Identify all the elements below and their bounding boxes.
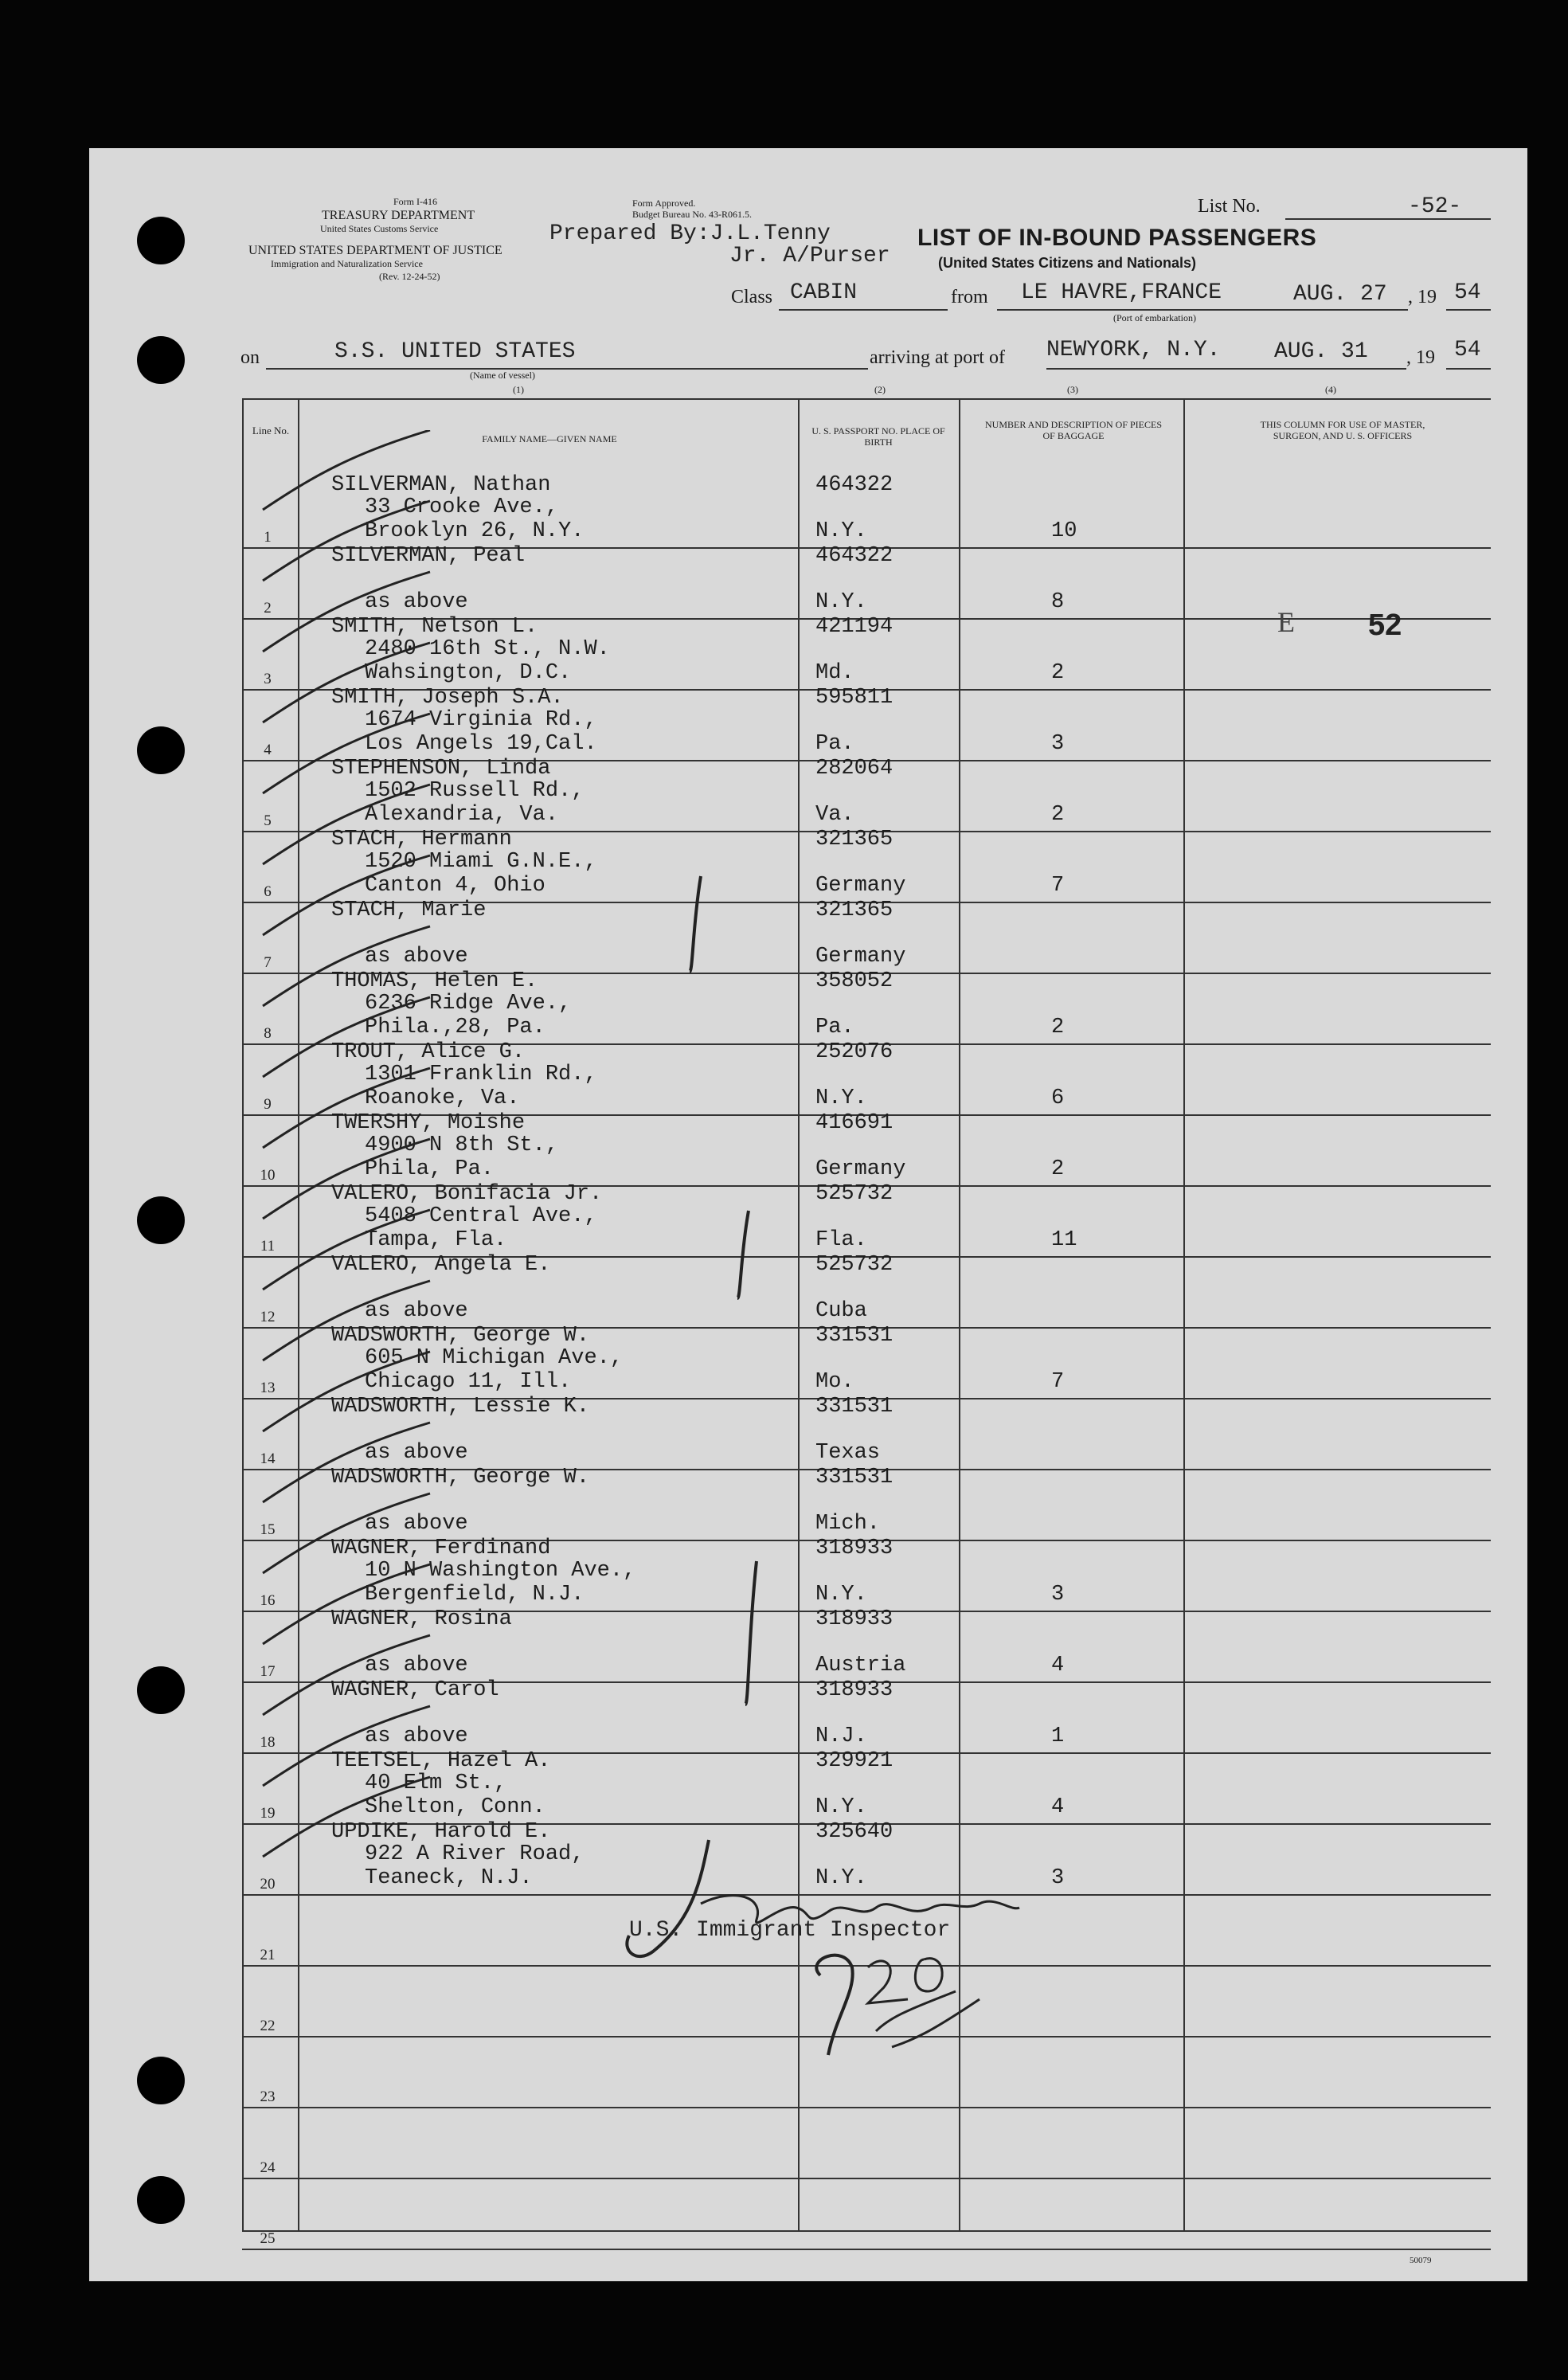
form-approved: Form Approved. (632, 198, 696, 209)
arriving-port: NEWYORK, N.Y. (1046, 338, 1221, 362)
passenger-name: VALERO, Bonifacia Jr. (331, 1182, 603, 1206)
passport-number: 595811 (815, 686, 893, 710)
line-number: 12 (260, 1309, 276, 1325)
place-of-birth: N.Y. (815, 1866, 867, 1890)
place-of-birth: N.Y. (815, 590, 867, 614)
binder-hole (137, 2176, 185, 2224)
arriving-year-underline (1446, 368, 1491, 370)
form-number: Form I-416 (393, 196, 437, 207)
header-line-no: Line No. (252, 425, 290, 436)
line-number: 7 (264, 954, 272, 971)
line-number: 21 (260, 1947, 276, 1963)
passport-number: 331531 (815, 1395, 893, 1419)
passport-number: 416691 (815, 1111, 893, 1135)
line-number: 17 (260, 1663, 276, 1680)
place-of-birth: N.Y. (815, 1583, 867, 1607)
address-line-1: 5408 Central Ave., (365, 1204, 597, 1228)
baggage-count: 2 (1051, 1157, 1065, 1181)
baggage-count: 3 (1051, 1583, 1065, 1607)
place-of-birth: Mo. (815, 1370, 854, 1394)
passport-number: 329921 (815, 1749, 893, 1773)
line-number: 5 (264, 812, 272, 829)
address-line-2: Shelton, Conn. (365, 1795, 545, 1819)
passenger-name: WADSWORTH, George W. (331, 1466, 590, 1489)
row-divider (242, 2249, 1491, 2250)
revision-date: (Rev. 12-24-52) (379, 271, 440, 282)
from-year-underline (1446, 309, 1491, 311)
col-num-1: (1) (513, 384, 524, 395)
passport-number: 318933 (815, 1607, 893, 1631)
budget-bureau: Budget Bureau No. 43-R061.5. (632, 209, 752, 220)
table-top-border (242, 398, 1491, 400)
baggage-count: 7 (1051, 1370, 1065, 1394)
check-mark (263, 1139, 430, 1219)
address-line-1: 2480 16th St., N.W. (365, 637, 610, 661)
line-number: 8 (264, 1025, 272, 1042)
col-num-4: (4) (1325, 384, 1336, 395)
tally-stroke (737, 1211, 749, 1298)
place-of-birth: Cuba (815, 1299, 867, 1323)
treasury-department: TREASURY DEPARTMENT (322, 209, 475, 222)
line-number: 15 (260, 1521, 276, 1538)
passenger-name: THOMAS, Helen E. (331, 969, 538, 993)
class-label: Class (731, 287, 773, 307)
place-of-birth: Pa. (815, 1016, 854, 1039)
line-number: 10 (260, 1167, 276, 1184)
check-mark (263, 501, 430, 581)
passport-number: 525732 (815, 1182, 893, 1206)
list-number: -52- (1408, 194, 1462, 219)
place-of-birth: Pa. (815, 732, 854, 756)
check-mark (263, 855, 430, 935)
list-label: List No. (1198, 196, 1261, 217)
check-mark (263, 1210, 430, 1290)
check-mark (263, 926, 430, 1006)
address-line-2: Chicago 11, Ill. (365, 1370, 572, 1394)
check-mark (263, 1777, 430, 1857)
line-number: 20 (260, 1876, 276, 1893)
address-line-2: Phila, Pa. (365, 1157, 495, 1181)
passenger-name: SMITH, Joseph S.A. (331, 686, 564, 710)
passport-number: 321365 (815, 828, 893, 851)
check-mark (263, 714, 430, 793)
baggage-count: 4 (1051, 1795, 1065, 1819)
passenger-name: VALERO, Angela E. (331, 1253, 551, 1277)
binder-hole (137, 1196, 185, 1244)
arriving-label: arriving at port of (870, 347, 1005, 368)
header-passport: U. S. PASSPORT NO. PLACE OF BIRTH (811, 425, 945, 448)
passport-number: 464322 (815, 544, 893, 568)
passenger-name: WAGNER, Carol (331, 1678, 499, 1702)
col-num-2: (2) (874, 384, 886, 395)
passport-number: 525732 (815, 1253, 893, 1277)
passenger-name: WADSWORTH, Lessie K. (331, 1395, 590, 1419)
form-subtitle: (United States Citizens and Nationals) (938, 255, 1197, 271)
address-line-2: as above (365, 1441, 468, 1465)
header-officers: THIS COLUMN FOR USE OF MASTER, SURGEON, AND U. S. OFFICERS (1260, 419, 1425, 441)
baggage-count: 3 (1051, 732, 1065, 756)
passport-number: 252076 (815, 1040, 893, 1064)
row-divider (242, 2107, 1491, 2108)
place-of-birth: N.Y. (815, 1795, 867, 1819)
officer-letter: E (1277, 606, 1295, 638)
place-of-birth: Texas (815, 1441, 881, 1465)
passenger-name: SILVERMAN, Nathan (331, 473, 551, 497)
row-divider (242, 2178, 1491, 2179)
tally-stroke (690, 876, 701, 972)
class-value: CABIN (790, 280, 858, 305)
address-line-2: Canton 4, Ohio (365, 874, 545, 898)
passenger-name: STACH, Hermann (331, 828, 512, 851)
passenger-name: TEETSEL, Hazel A. (331, 1749, 551, 1773)
customs-service: United States Customs Service (320, 223, 439, 234)
place-of-birth: Austria (815, 1654, 906, 1677)
address-line-2: Teaneck, N.J. (365, 1866, 533, 1890)
vessel-note: (Name of vessel) (470, 370, 535, 381)
address-line-2: Bergenfield, N.J. (365, 1583, 585, 1607)
line-number: 2 (264, 600, 272, 617)
from-year: 54 (1454, 280, 1481, 305)
line-number: 19 (260, 1805, 276, 1822)
arriving-date: AUG. 31 (1274, 339, 1368, 364)
baggage-count: 3 (1051, 1866, 1065, 1890)
address-line-1: 922 A River Road, (365, 1842, 585, 1866)
check-mark (263, 1635, 430, 1715)
address-line-1: 1674 Virginia Rd., (365, 708, 597, 732)
address-line-1: 1301 Franklin Rd., (365, 1063, 597, 1086)
tally-stroke (745, 1561, 757, 1705)
check-mark (263, 1493, 430, 1573)
passenger-name: WAGNER, Ferdinand (331, 1536, 551, 1560)
vessel-underline (266, 368, 868, 370)
baggage-count: 2 (1051, 803, 1065, 827)
baggage-count: 6 (1051, 1086, 1065, 1110)
address-line-2: Los Angels 19,Cal. (365, 732, 597, 756)
place-of-birth: N.Y. (815, 519, 867, 543)
check-mark (263, 430, 430, 510)
passenger-name: WADSWORTH, George W. (331, 1324, 590, 1348)
line-number: 14 (260, 1450, 276, 1467)
on-label: on (240, 347, 260, 368)
passport-number: 331531 (815, 1466, 893, 1489)
baggage-count: 11 (1051, 1228, 1077, 1252)
check-mark (263, 785, 430, 864)
col-num-3: (3) (1067, 384, 1078, 395)
place-of-birth: Va. (815, 803, 854, 827)
binder-hole (137, 1666, 185, 1714)
address-line-2: Brooklyn 26, N.Y. (365, 519, 585, 543)
from-date: AUG. 27 (1293, 282, 1387, 307)
place-of-birth: Germany (815, 874, 906, 898)
inspector-title: U.S. Immigrant Inspector (629, 1918, 951, 1943)
line-number: 13 (260, 1380, 276, 1396)
address-line-1: 6236 Ridge Ave., (365, 992, 572, 1016)
address-line-2: Wahsington, D.C. (365, 661, 572, 685)
passport-number: 325640 (815, 1820, 893, 1844)
check-mark (263, 1068, 430, 1148)
address-line-1: 1520 Miami G.N.E., (365, 850, 597, 874)
binder-hole (137, 726, 185, 774)
address-line-2: as above (365, 945, 468, 969)
check-mark (263, 643, 430, 722)
arriving-underline (1046, 368, 1406, 370)
immigration-service: Immigration and Naturalization Service (271, 258, 423, 269)
check-mark (263, 1281, 430, 1360)
arriving-year: 54 (1454, 338, 1481, 362)
line-number: 25 (260, 2230, 276, 2247)
place-of-birth: Mich. (815, 1512, 881, 1536)
passenger-name: UPDIKE, Harold E. (331, 1820, 551, 1844)
vessel-name: S.S. UNITED STATES (334, 339, 576, 364)
passport-number: 318933 (815, 1536, 893, 1560)
line-number: 3 (264, 671, 272, 687)
prepared-by: Prepared By:J.L.Tenny (549, 221, 831, 246)
from-label: from (951, 287, 988, 307)
address-line-1: 10 N Washington Ave., (365, 1559, 636, 1583)
check-mark (263, 1564, 430, 1644)
place-of-birth: Germany (815, 945, 906, 969)
header-name: FAMILY NAME—GIVEN NAME (482, 433, 617, 444)
check-marks (239, 430, 796, 1928)
officer-mark: 52 (1368, 609, 1402, 642)
justice-department: UNITED STATES DEPARTMENT OF JUSTICE (248, 244, 502, 257)
baggage-count: 10 (1051, 519, 1077, 543)
place-of-birth: Fla. (815, 1228, 867, 1252)
passenger-name: SMITH, Nelson L. (331, 615, 538, 639)
passenger-name: TROUT, Alice G. (331, 1040, 526, 1064)
binder-hole (137, 2057, 185, 2104)
handwritten-note (796, 1944, 1019, 2071)
passport-number: 358052 (815, 969, 893, 993)
baggage-count: 8 (1051, 590, 1065, 614)
place-of-birth: Germany (815, 1157, 906, 1181)
from-port: LE HAVRE,FRANCE (1021, 280, 1222, 305)
address-line-1: 605 N Michigan Ave., (365, 1346, 624, 1370)
passenger-name: SILVERMAN, Peal (331, 544, 526, 568)
passport-number: 331531 (815, 1324, 893, 1348)
class-underline (779, 309, 948, 311)
line-number: 9 (264, 1096, 272, 1113)
header-baggage: NUMBER AND DESCRIPTION OF PIECES OF BAGGAGE (984, 419, 1163, 441)
line-number: 18 (260, 1734, 276, 1751)
line-number: 1 (264, 529, 272, 546)
address-line-2: Alexandria, Va. (365, 803, 559, 827)
baggage-count: 2 (1051, 1016, 1065, 1039)
line-number: 4 (264, 742, 272, 758)
passenger-name: STACH, Marie (331, 898, 487, 922)
check-mark (263, 1352, 430, 1431)
line-number: 22 (260, 2018, 276, 2034)
purser-title: Jr. A/Purser (729, 244, 890, 268)
embarkation-note: (Port of embarkation) (1113, 312, 1196, 323)
address-line-2: Roanoke, Va. (365, 1086, 520, 1110)
passenger-name: STEPHENSON, Linda (331, 757, 551, 781)
footer-code: 50079 (1410, 2256, 1432, 2265)
check-mark (263, 1706, 430, 1786)
from-underline (997, 309, 1408, 311)
place-of-birth: N.Y. (815, 1086, 867, 1110)
check-mark (263, 572, 430, 652)
address-line-1: 33 Crooke Ave., (365, 495, 559, 519)
baggage-count: 1 (1051, 1724, 1065, 1748)
address-line-2: Tampa, Fla. (365, 1228, 507, 1252)
passport-number: 318933 (815, 1678, 893, 1702)
from-year-prefix: , 19 (1408, 287, 1437, 307)
baggage-count: 2 (1051, 661, 1065, 685)
baggage-count: 4 (1051, 1654, 1065, 1677)
passport-number: 464322 (815, 473, 893, 497)
place-of-birth: Md. (815, 661, 854, 685)
line-number: 24 (260, 2159, 276, 2176)
passport-number: 321365 (815, 898, 893, 922)
check-mark (263, 1423, 430, 1502)
form-title: LIST OF IN-BOUND PASSENGERS (917, 225, 1317, 251)
table-bottom-border (242, 2230, 1491, 2232)
col-divider-baggage (1183, 398, 1185, 2232)
address-line-2: as above (365, 1724, 468, 1748)
line-number: 23 (260, 2088, 276, 2105)
address-line-2: Phila.,28, Pa. (365, 1016, 545, 1039)
passenger-name: TWERSHY, Moishe (331, 1111, 526, 1135)
arriving-year-prefix: , 19 (1406, 347, 1435, 368)
line-number: 6 (264, 883, 272, 900)
check-mark (263, 997, 430, 1077)
address-line-1: 4900 N 8th St., (365, 1133, 559, 1157)
address-line-2: as above (365, 1654, 468, 1677)
binder-hole (137, 336, 185, 384)
passport-number: 282064 (815, 757, 893, 781)
line-number: 16 (260, 1592, 276, 1609)
address-line-1: 1502 Russell Rd., (365, 779, 585, 803)
baggage-count: 7 (1051, 874, 1065, 898)
address-line-1: 40 Elm St., (365, 1771, 507, 1795)
address-line-2: as above (365, 1299, 468, 1323)
passport-number: 421194 (815, 615, 893, 639)
line-number: 11 (260, 1238, 276, 1255)
place-of-birth: N.J. (815, 1724, 867, 1748)
address-line-2: as above (365, 590, 468, 614)
passenger-name: WAGNER, Rosina (331, 1607, 512, 1631)
address-line-2: as above (365, 1512, 468, 1536)
binder-hole (137, 217, 185, 264)
